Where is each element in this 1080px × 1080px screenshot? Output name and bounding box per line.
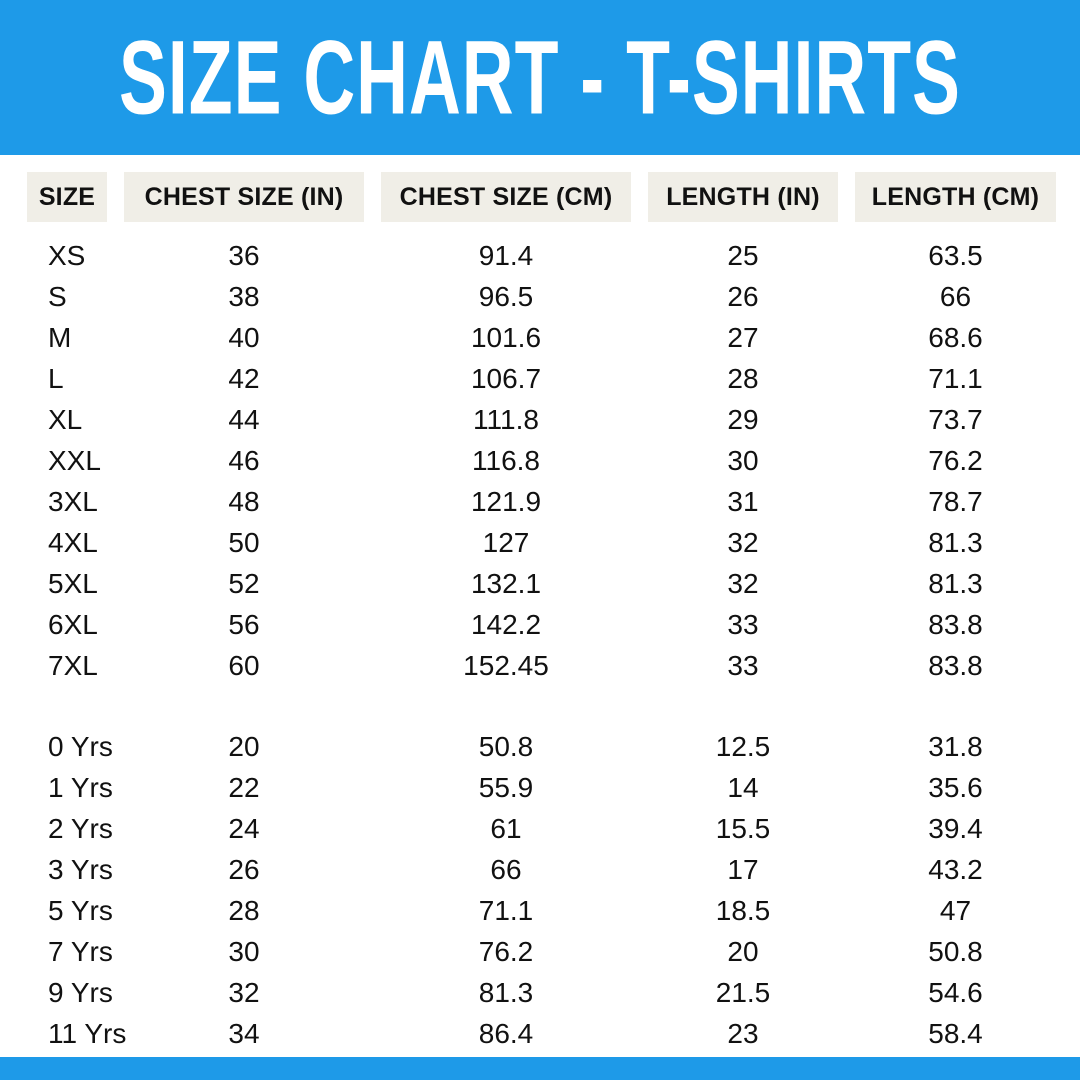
table-row	[27, 235, 1056, 276]
size-label-cell: 9 Yrs	[48, 976, 113, 1008]
section-gap	[27, 686, 1056, 726]
chest-in-value-cell: 22	[228, 771, 260, 803]
length-in-value-cell: 32	[727, 526, 759, 558]
table-row	[27, 522, 1056, 563]
column-header-chest-cm: CHEST SIZE (CM)	[381, 172, 631, 222]
length-in-value-cell: 30	[727, 444, 759, 476]
length-cm-value-cell: 68.6	[928, 321, 983, 353]
size-label-cell: 7XL	[48, 649, 98, 681]
length-cm-value-cell: 76.2	[928, 444, 983, 476]
chest-in-value-cell: 38	[228, 280, 260, 312]
chest-in-value-cell: 40	[228, 321, 260, 353]
table-row	[27, 767, 1056, 808]
length-in-value-cell: 20	[727, 935, 759, 967]
length-cm-value-cell: 50.8	[928, 935, 983, 967]
length-cm-value-cell: 47	[939, 894, 972, 926]
length-in-value-cell: 23	[727, 1017, 759, 1049]
length-cm-value-cell: 83.8	[928, 608, 983, 640]
column-header-chest-in: CHEST SIZE (IN)	[124, 172, 364, 222]
chest-cm-value-cell: 132.1	[470, 567, 542, 599]
length-in-value-cell: 25	[727, 239, 759, 271]
chest-cm-value-cell: 81.3	[478, 976, 534, 1008]
size-label-cell: 6XL	[48, 608, 98, 640]
length-in-value-cell: 18.5	[715, 894, 771, 926]
length-cm-value-cell: 58.4	[928, 1017, 983, 1049]
length-cm-value-cell: 78.7	[928, 485, 983, 517]
length-in-value-cell: 28	[727, 362, 759, 394]
column-header-length-in: LENGTH (IN)	[648, 172, 838, 222]
size-label-cell: 3 Yrs	[48, 853, 113, 885]
table-row	[27, 645, 1056, 686]
size-label-cell: 4XL	[48, 526, 98, 558]
length-in-value-cell: 21.5	[715, 976, 771, 1008]
chest-cm-value-cell: 101.6	[470, 321, 542, 353]
size-label-cell: XS	[48, 239, 86, 271]
size-label-cell: 11 Yrs	[48, 1017, 127, 1049]
length-cm-value-cell: 73.7	[928, 403, 983, 435]
chest-in-value-cell: 32	[228, 976, 260, 1008]
length-in-value-cell: 17	[727, 853, 759, 885]
size-label-cell: 5XL	[48, 567, 98, 599]
length-cm-value-cell: 35.6	[928, 771, 983, 803]
length-cm-value-cell: 81.3	[928, 567, 983, 599]
column-header-length-cm: LENGTH (CM)	[855, 172, 1056, 222]
chest-cm-value-cell: 111.8	[473, 403, 539, 435]
length-in-value-cell: 14	[727, 771, 759, 803]
chest-in-value-cell: 52	[228, 567, 260, 599]
length-in-value-cell: 15.5	[715, 812, 771, 844]
chest-in-value-cell: 26	[228, 853, 260, 885]
length-cm-value-cell: 63.5	[928, 239, 983, 271]
size-label-cell: 7 Yrs	[48, 935, 113, 967]
bottom-accent-bar	[0, 1057, 1080, 1080]
chest-cm-value-cell: 55.9	[478, 771, 534, 803]
chest-cm-value-cell: 142.2	[470, 608, 542, 640]
chest-cm-value-cell: 127	[482, 526, 530, 558]
table-row	[27, 358, 1056, 399]
size-chart-table	[27, 172, 1056, 1054]
table-row	[27, 481, 1056, 522]
chest-in-value-cell: 34	[228, 1017, 260, 1049]
length-in-value-cell: 31	[727, 485, 759, 517]
size-label-cell: 3XL	[48, 485, 98, 517]
table-row	[27, 931, 1056, 972]
table-row	[27, 972, 1056, 1013]
chest-in-value-cell: 20	[228, 730, 260, 762]
table-row	[27, 276, 1056, 317]
length-in-value-cell: 29	[727, 403, 759, 435]
chest-in-value-cell: 44	[228, 403, 260, 435]
table-header-row	[27, 172, 1056, 222]
chest-in-value-cell: 48	[228, 485, 260, 517]
table-row	[27, 563, 1056, 604]
page-title: SIZE CHART - T-SHIRTS	[119, 18, 961, 137]
length-cm-value-cell: 83.8	[928, 649, 983, 681]
table-row	[27, 808, 1056, 849]
chest-cm-value-cell: 106.7	[470, 362, 542, 394]
size-label-cell: S	[48, 280, 67, 312]
chest-cm-value-cell: 152.45	[463, 649, 549, 681]
length-in-value-cell: 33	[727, 649, 759, 681]
chest-in-value-cell: 30	[228, 935, 260, 967]
length-in-value-cell: 26	[727, 280, 759, 312]
chest-cm-value-cell: 66	[490, 853, 522, 885]
table-row	[27, 399, 1056, 440]
size-label-cell: 0 Yrs	[48, 730, 113, 762]
chest-in-value-cell: 42	[228, 362, 260, 394]
title-banner	[0, 0, 1080, 155]
size-label-cell: 1 Yrs	[48, 771, 113, 803]
chest-cm-value-cell: 121.9	[470, 485, 542, 517]
table-row	[27, 1013, 1056, 1054]
length-cm-value-cell: 39.4	[928, 812, 983, 844]
chest-cm-value-cell: 71.1	[478, 894, 534, 926]
chest-cm-value-cell: 76.2	[478, 935, 534, 967]
length-cm-value-cell: 71.1	[928, 362, 983, 394]
table-row	[27, 890, 1056, 931]
adult-size-rows	[27, 235, 1056, 686]
kids-size-rows	[27, 726, 1056, 1054]
table-row	[27, 604, 1056, 645]
chest-in-value-cell: 24	[228, 812, 260, 844]
size-label-cell: XL	[48, 403, 83, 435]
column-header-size: SIZE	[27, 172, 107, 222]
size-label-cell: M	[48, 321, 72, 353]
length-cm-value-cell: 31.8	[928, 730, 983, 762]
length-cm-value-cell: 43.2	[928, 853, 983, 885]
chest-cm-value-cell: 116.8	[472, 444, 540, 476]
length-in-value-cell: 27	[727, 321, 759, 353]
chest-in-value-cell: 36	[228, 239, 260, 271]
chest-in-value-cell: 50	[228, 526, 260, 558]
chest-cm-value-cell: 50.8	[478, 730, 534, 762]
chest-cm-value-cell: 61	[490, 812, 522, 844]
chest-cm-value-cell: 91.4	[478, 239, 534, 271]
chest-in-value-cell: 28	[228, 894, 260, 926]
length-cm-value-cell: 66	[939, 280, 972, 312]
table-row	[27, 726, 1056, 767]
length-cm-value-cell: 54.6	[928, 976, 983, 1008]
length-in-value-cell: 33	[727, 608, 759, 640]
size-label-cell: 2 Yrs	[48, 812, 113, 844]
length-in-value-cell: 12.5	[715, 730, 771, 762]
size-label-cell: XXL	[48, 444, 101, 476]
table-row	[27, 849, 1056, 890]
length-in-value-cell: 32	[727, 567, 759, 599]
size-label-cell: 5 Yrs	[48, 894, 113, 926]
length-cm-value-cell: 81.3	[928, 526, 983, 558]
chest-cm-value-cell: 86.4	[478, 1017, 534, 1049]
chest-in-value-cell: 60	[228, 649, 260, 681]
table-row	[27, 440, 1056, 481]
table-row	[27, 317, 1056, 358]
chest-cm-value-cell: 96.5	[478, 280, 534, 312]
size-label-cell: L	[48, 362, 64, 394]
chest-in-value-cell: 46	[228, 444, 260, 476]
chest-in-value-cell: 56	[228, 608, 260, 640]
